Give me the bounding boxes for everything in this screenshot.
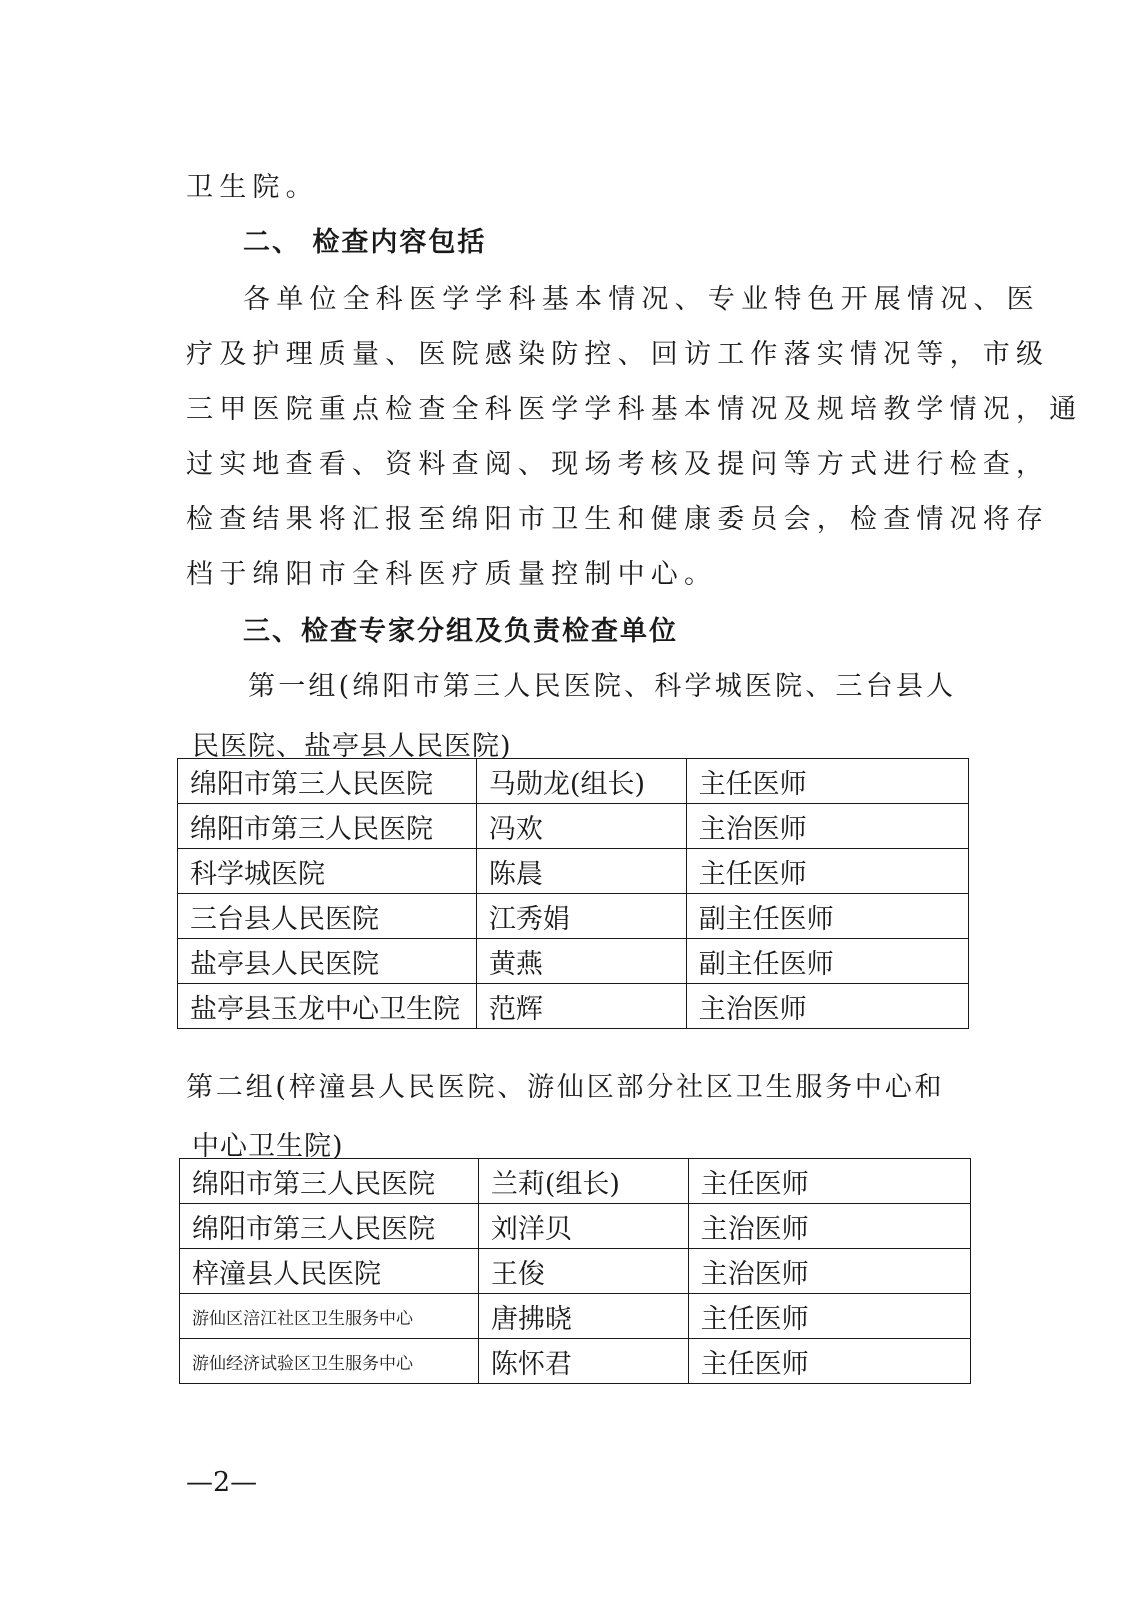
section2-line-2: 疗及护理质量、医院感染防控、回访工作落实情况等，市级 <box>186 339 1050 370</box>
name-cell: 陈晨 <box>476 849 686 894</box>
title-cell: 主任医师 <box>688 1294 970 1339</box>
title-cell: 主任医师 <box>686 759 968 804</box>
table-row <box>178 984 969 1029</box>
group2-table <box>179 1158 971 1384</box>
unit-cell: 三台县人民医院 <box>178 894 477 939</box>
name-cell: 范辉 <box>476 984 686 1029</box>
title-cell: 主治医师 <box>688 1204 970 1249</box>
title-cell: 主治医师 <box>686 984 968 1029</box>
unit-cell: 盐亭县玉龙中心卫生院 <box>178 984 477 1029</box>
table-row <box>180 1204 971 1249</box>
title-cell: 主治医师 <box>688 1249 970 1294</box>
table-row <box>180 1249 971 1294</box>
intro-tail: 卫生院。 <box>186 172 319 203</box>
table-row <box>178 804 969 849</box>
section2-line-4: 过实地查看、资料查阅、现场考核及提问等方式进行检查， <box>186 449 1050 480</box>
table-row <box>178 849 969 894</box>
group1-title-line1: 第一组(绵阳市第三人民医院、科学城医院、三台县人 <box>248 671 957 702</box>
unit-cell: 绵阳市第三人民医院 <box>178 804 477 849</box>
table-row <box>180 1159 971 1204</box>
table-row <box>178 939 969 984</box>
unit-cell: 科学城医院 <box>178 849 477 894</box>
title-cell: 副主任医师 <box>686 939 968 984</box>
name-cell: 王俊 <box>478 1249 688 1294</box>
section3-heading: 三、检查专家分组及负责检查单位 <box>243 616 678 647</box>
group1-table <box>177 758 969 1029</box>
group2-title-line1: 第二组(梓潼县人民医院、游仙区部分社区卫生服务中心和 <box>186 1072 945 1103</box>
page-number: —2— <box>186 1467 258 1498</box>
title-cell: 主治医师 <box>686 804 968 849</box>
name-cell: 马勋龙(组长) <box>476 759 686 804</box>
name-cell: 陈怀君 <box>478 1339 688 1384</box>
table-row <box>180 1294 971 1339</box>
section2-line-6: 档于绵阳市全科医疗质量控制中心。 <box>186 559 718 590</box>
group2-title-line2: 中心卫生院) <box>192 1131 344 1162</box>
unit-cell: 游仙区涪江社区卫生服务中心 <box>180 1294 479 1339</box>
name-cell: 刘洋贝 <box>478 1204 688 1249</box>
table-row <box>180 1339 971 1384</box>
unit-cell: 游仙经济试验区卫生服务中心 <box>180 1339 479 1384</box>
name-cell: 唐拂晓 <box>478 1294 688 1339</box>
unit-cell: 绵阳市第三人民医院 <box>180 1204 479 1249</box>
title-cell: 主任医师 <box>688 1159 970 1204</box>
section2-line-1: 各单位全科医学学科基本情况、专业特色开展情况、医 <box>243 284 1040 315</box>
name-cell: 兰莉(组长) <box>478 1159 688 1204</box>
section2-line-5: 检查结果将汇报至绵阳市卫生和健康委员会，检查情况将存 <box>186 504 1050 535</box>
table-row <box>178 894 969 939</box>
unit-cell: 盐亭县人民医院 <box>178 939 477 984</box>
table-row <box>178 759 969 804</box>
unit-cell: 梓潼县人民医院 <box>180 1249 479 1294</box>
title-cell: 副主任医师 <box>686 894 968 939</box>
title-cell: 主任医师 <box>686 849 968 894</box>
group1-title-line2: 民医院、盐亭县人民医院) <box>192 731 512 762</box>
name-cell: 黄燕 <box>476 939 686 984</box>
unit-cell: 绵阳市第三人民医院 <box>178 759 477 804</box>
name-cell: 冯欢 <box>476 804 686 849</box>
section2-heading: 二、 检查内容包括 <box>243 227 487 258</box>
section2-line-3: 三甲医院重点检查全科医学学科基本情况及规培教学情况，通 <box>186 394 1083 425</box>
unit-cell: 绵阳市第三人民医院 <box>180 1159 479 1204</box>
name-cell: 江秀娟 <box>476 894 686 939</box>
title-cell: 主任医师 <box>688 1339 970 1384</box>
